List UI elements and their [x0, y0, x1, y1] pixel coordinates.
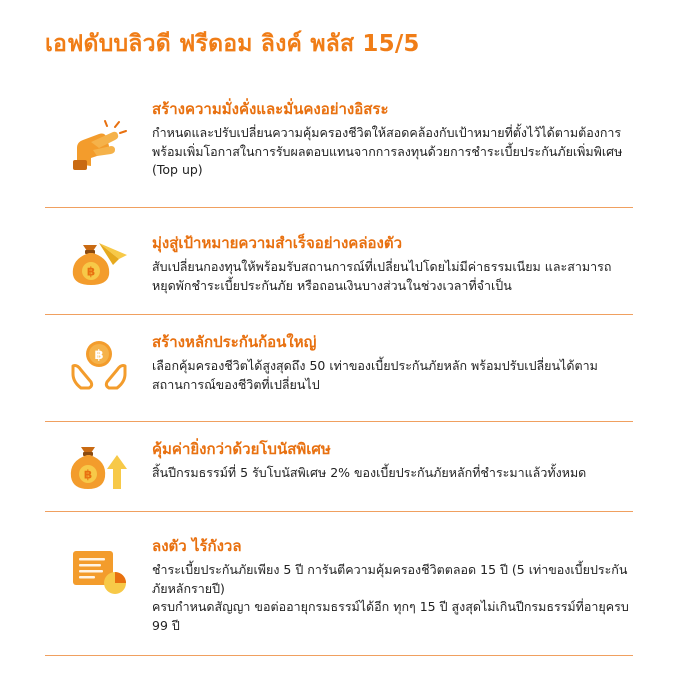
feature-description	[152, 124, 633, 180]
money-bag-arrow-icon	[69, 235, 129, 287]
hands-holding-coin-icon	[69, 338, 129, 390]
svg-text:฿: ฿	[94, 348, 104, 363]
feature-description-line: กำหนดและปรับเปลี่ยนความคุ้มครองชีวิตให้สอดคล้องกับเป้าหมายที่ตั้งไว้ได้ตามต้องการ พร้อมเพิ่มโอกาสในการรับผลตอบแทนจากการลงทุนด้วยการชำระเบี้ยประกันภัยเพิ่มพิเศษ (Top up)	[152, 125, 623, 177]
feature-description-line: ชำระเบี้ยประกันภัยเพียง 5 ปี การันตีความคุ้มครองชีวิตตลอด 15 ปี (5 เท่าของเบี้ยประกันภัยหลักรายปี)	[152, 562, 628, 596]
feature-description-line: สิ้นปีกรมธรรม์ที่ 5 รับโบนัสพิเศษ 2% ของเบี้ยประกันภัยหลักที่ชำระมาแล้วทั้งหมด	[152, 465, 587, 480]
feature-item-wealth	[45, 90, 633, 208]
svg-text:฿: ฿	[86, 264, 96, 279]
feature-title: สร้างหลักประกันก้อนใหญ่	[152, 333, 317, 351]
feature-description	[152, 357, 633, 394]
feature-item-protection	[45, 314, 633, 422]
money-bag-up-arrow-icon	[69, 441, 129, 493]
feature-description	[152, 561, 633, 635]
document-chart-icon	[69, 547, 129, 599]
feature-title: มุ่งสู่เป้าหมายความสำเร็จอย่างคล่องตัว	[152, 234, 403, 252]
svg-text:฿: ฿	[83, 467, 93, 482]
feature-title: คุ้มค่ายิ่งกว่าด้วยโบนัสพิเศษ	[152, 440, 331, 458]
feature-description-line: สับเปลี่ยนกองทุนให้พร้อมรับสถานการณ์ที่เปลี่ยนไปโดยไม่มีค่าธรรมเนียม และสามารถหยุดพักชำระเบี้ยประกันภัย หรือถอนเงินบางส่วนในช่วงเวลาที่จำเป็น	[152, 259, 612, 293]
feature-description	[152, 258, 633, 295]
snapping-fingers-icon	[69, 120, 129, 172]
feature-item-bonus	[45, 421, 633, 512]
feature-description-line: ครบกำหนดสัญญา ขอต่ออายุกรมธรรม์ได้อีก ทุกๆ 15 ปี สูงสุดไม่เกินปีกรมธรรม์ที่อายุครบ 99 ปี	[152, 599, 629, 633]
feature-title: สร้างความมั่งคั่งและมั่นคงอย่างอิสระ	[152, 100, 389, 118]
feature-title: ลงตัว ไร้กังวล	[152, 537, 242, 555]
feature-description	[152, 464, 633, 483]
feature-description-line: เลือกคุ้มครองชีวิตได้สูงสุดถึง 50 เท่าของเบี้ยประกันภัยหลัก พร้อมปรับเปลี่ยนได้ตามสถานการณ์ของชีวิตที่เปลี่ยนไป	[152, 358, 598, 392]
feature-item-goal	[45, 207, 633, 315]
feature-item-worry-free	[45, 511, 633, 656]
page-title: เอฟดับบลิวดี ฟรีดอม ลิงค์ พลัส 15/5	[45, 31, 420, 57]
